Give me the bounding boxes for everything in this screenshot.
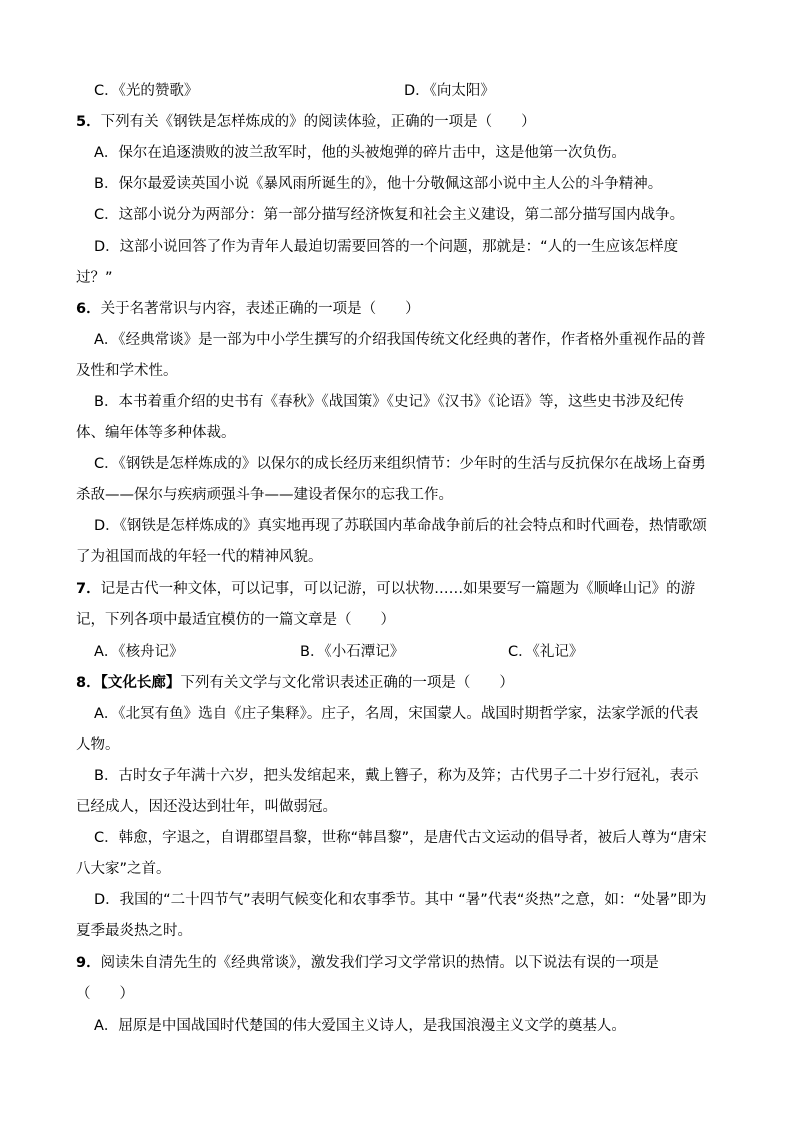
q7-option-b: B．《小石潭记》 — [300, 644, 405, 660]
q8-tag: 【文化长廊】 — [100, 675, 181, 691]
q8-option-c-line1: C．韩愈，字退之，自谓郡望昌黎，世称“韩昌黎”，是唐代古文运动的倡导者，被后人尊为“唐宋 — [94, 830, 707, 846]
q7-option-a: A．《核舟记》 — [94, 644, 184, 660]
q6-option-d-line2: 了为祖国而战的年轻一代的精神风貌。 — [76, 549, 323, 565]
q9-number: 9． — [76, 955, 101, 971]
q8-stem-line — [76, 673, 514, 693]
q5-stem: 下列有关《钢铁是怎样炼成的》的阅读体验，正确的一项是（ ） — [100, 114, 536, 130]
q9-stem-line1 — [76, 953, 659, 973]
q8-number: 8． — [76, 675, 101, 691]
q8-option-d-line1: D．我国的“二十四节气”表明气候变化和农事季节。其中 “暑”代表“炎热”之意，如：“处暑”即为 — [94, 892, 707, 908]
q8-option-b-line1: B．古时女子年满十六岁，把头发绾起来，戴上簪子，称为及笄；古代男子二十岁行冠礼，表示 — [94, 768, 699, 784]
q6-option-b-line2: 体、编年体等多种体裁。 — [76, 425, 236, 441]
q6-option-a-line2: 及性和学术性。 — [76, 363, 178, 379]
q8-option-b-line2: 已经成人，因还没达到壮年，叫做弱冠。 — [76, 799, 337, 815]
q6-option-b-line1: B．本书着重介绍的史书有《春秋》《战国策》《史记》《汉书》《论语》等，这些史书涉及纪传 — [94, 394, 684, 410]
q5-option-a: A．保尔在追逐溃败的波兰敌军时，他的头被炮弹的碎片击中，这是他第一次负伤。 — [94, 145, 626, 161]
q8-option-c-line2: 八大家”之首。 — [76, 861, 171, 877]
q7-stem1: 记是古代一种文体，可以记事，可以记游，可以状物……如果要写一篇题为《顺峰山记》的游 — [100, 581, 696, 597]
q6-option-c-line2: 杀敌——保尔与疾病顽强斗争——建设者保尔的忘我工作。 — [76, 487, 453, 503]
q8-option-a-line2: 人物。 — [76, 737, 120, 753]
q7-number: 7． — [76, 581, 101, 597]
q8-option-a-line1: A．《北冥有鱼》选自《庄子集释》。庄子，名周，宋国蒙人。战国时期哲学家，法家学派的代表 — [94, 706, 699, 722]
q5-option-b: B．保尔最爱读英国小说《暴风雨所诞生的》，他十分敬佩这部小说中主人公的斗争精神。 — [94, 176, 663, 192]
q7-stem-line1 — [76, 579, 695, 599]
q9-stem-line2: （ ） — [76, 986, 134, 1002]
q5-option-c: C．这部小说分为两部分：第一部分描写经济恢复和社会主义建设，第二部分描写国内战争。 — [94, 207, 685, 223]
q5-number: 5． — [76, 114, 101, 130]
q5-option-d-line2: 过？” — [76, 270, 113, 286]
q9-stem1: 阅读朱自清先生的《经典常谈》，激发我们学习文学常识的热情。以下说法有误的一项是 — [100, 955, 659, 971]
q6-option-d-line1: D．《钢铁是怎样炼成的》真实地再现了苏联国内革命战争前后的社会特点和时代画卷，热情歌颂 — [94, 518, 707, 534]
q6-stem-line — [76, 299, 420, 319]
q7-option-c: C．《礼记》 — [508, 644, 584, 660]
q6-number: 6． — [76, 301, 101, 317]
q6-option-c-line1: C．《钢铁是怎样炼成的》以保尔的成长经历来组织情节：少年时的生活与反抗保尔在战场上奋勇 — [94, 456, 706, 472]
q9-option-a: A．屈原是中国战国时代楚国的伟大爱国主义诗人，是我国浪漫主义文学的奠基人。 — [94, 1018, 626, 1034]
q7-stem-line2: 记，下列各项中最适宜模仿的一篇文章是（ ） — [76, 612, 395, 628]
q6-stem: 关于名著常识与内容，表述正确的一项是（ ） — [100, 301, 420, 317]
q4-option-d: D．《向太阳》 — [404, 83, 495, 99]
q6-option-a-line1: A．《经典常谈》是一部为中小学生撰写的介绍我国传统文化经典的著作，作者格外重视作品的普 — [94, 332, 706, 348]
q5-stem-line — [76, 112, 536, 132]
q8-option-d-line2: 夏季最炎热之时。 — [76, 923, 192, 939]
q4-option-c: C．《光的赞歌》 — [94, 83, 199, 99]
q5-option-d-line1: D．这部小说回答了作为青年人最迫切需要回答的一个问题，那就是：“人的一生应该怎样度 — [94, 239, 679, 255]
q8-stem: 下列有关文学与文化常识表述正确的一项是（ ） — [180, 675, 514, 691]
